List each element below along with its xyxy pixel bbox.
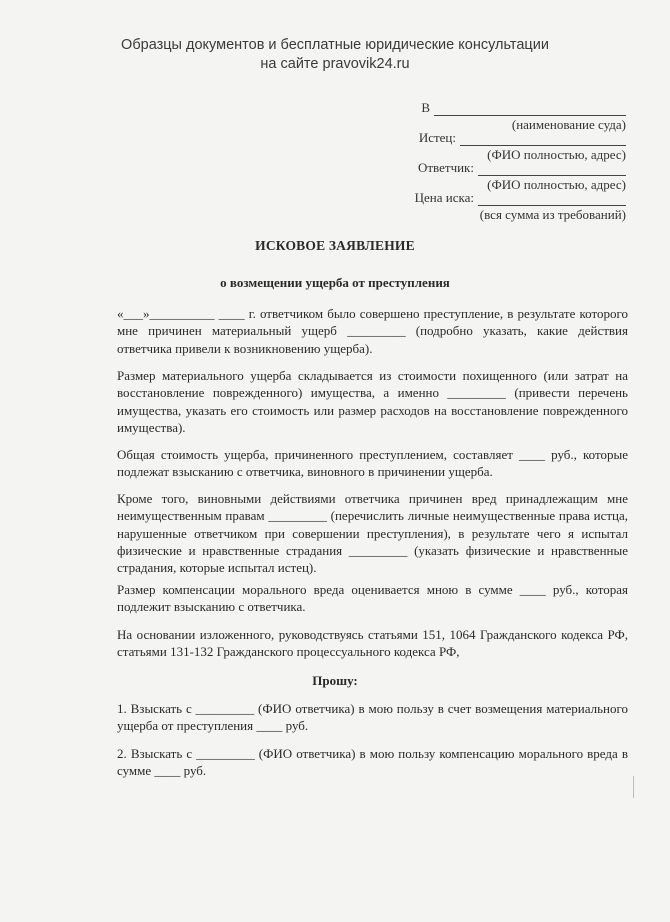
request-2: 2. Взыскать с _________ (ФИО ответчика) в мою пользу компенсацию морального вреда в сумме ____ руб. [117, 746, 628, 779]
claim-price-hint: (вся сумма из требований) [479, 207, 626, 222]
paragraph-3: Общая стоимость ущерба, причиненного преступлением, составляет ____ руб., которые подлежат взысканию с ответчика, виновного в причинении ущерба. [117, 447, 628, 480]
claim-price-field [366, 190, 626, 223]
plaintiff-label: Истец: [418, 130, 456, 145]
scan-artifact [633, 776, 634, 798]
claim-price-label: Цена иска: [414, 190, 474, 205]
document-subtitle: о возмещении ущерба от преступления [220, 275, 450, 290]
paragraph-5: Размер компенсации морального вреда оценивается мною в сумме ____ руб., которая подлежит взысканию с ответчика. [117, 582, 628, 615]
defendant-hint: (ФИО полностью, адрес) [487, 177, 626, 192]
plaintiff-line [460, 133, 626, 146]
defendant-field [366, 160, 626, 193]
paragraph-6: На основании изложенного, руководствуясь статьями 151, 1064 Гражданского кодекса РФ, статьями 131-132 Гражданского процессуального кодекса РФ, [117, 627, 628, 660]
paragraph-4: Кроме того, виновными действиями ответчика причинен вред принадлежащим мне неимущественным правам _________ (перечислить личные неимущественные права истца, нарушенные ответчиком при совершении преступления), в результате чего я испытал физические и нравственные страдания _________ (указать физические и нравственные страдания, которые испытал истец). [117, 491, 628, 576]
header-line-1: Образцы документов и бесплатные юридические консультации [121, 37, 549, 53]
paragraph-2: Размер материального ущерба складывается из стоимости похищенного (или затрат на восстановление поврежденного) имущества, а именно _________ (привести перечень имущества, указать его стоимость или размер расходов на восстановление поврежденного имущества). [117, 368, 628, 435]
paragraph-1: «___»__________ ____ г. ответчиком было совершено преступление, в результате которого мне причинен материальный ущерб _________ (подробно указать, какие действия ответчика привели к возникновению ущерба). [117, 306, 628, 356]
document-title: ИСКОВОЕ ЗАЯВЛЕНИЕ [255, 238, 415, 253]
claim-price-line [478, 193, 626, 206]
defendant-label: Ответчик: [417, 160, 474, 175]
request-heading: Прошу: [312, 673, 358, 688]
court-hint: (наименование суда) [511, 117, 626, 132]
defendant-line [478, 163, 626, 176]
plaintiff-field [366, 130, 626, 163]
request-1: 1. Взыскать с _________ (ФИО ответчика) в мою пользу в счет возмещения материального ущерба от преступления ____ руб. [117, 701, 628, 734]
plaintiff-hint: (ФИО полностью, адрес) [487, 147, 626, 162]
court-line [434, 103, 626, 116]
header-line-2: на сайте pravovik24.ru [260, 56, 410, 72]
court-label: В [421, 100, 430, 115]
site-header [0, 36, 670, 74]
court-field [366, 100, 626, 133]
